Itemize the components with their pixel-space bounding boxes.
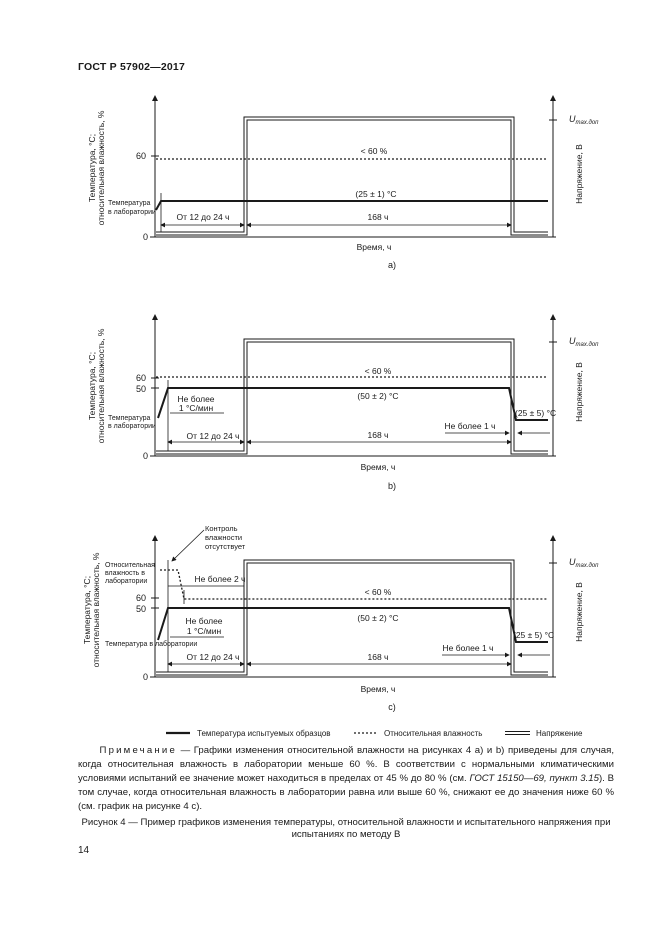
lab-temp-label-2: в лаборатории [108, 209, 156, 216]
document-header: ГОСТ Р 57902—2017 [78, 61, 186, 73]
temperature-value-label: (25 ± 1) °С [355, 189, 397, 199]
lab-rh-label-3: лаборатории [105, 578, 148, 585]
note-paragraph [78, 744, 614, 814]
lab-temp-label: Температура в лаборатории [105, 641, 198, 648]
y-axis-label-right: Напряжение, В [574, 144, 584, 204]
temperature-value-label: (50 ± 2) °С [357, 391, 399, 401]
cooling-time-label: Не более 1 ч [442, 643, 494, 653]
duration-short-label: От 12 до 24 ч [176, 212, 230, 222]
note-lead: Примечание [99, 745, 177, 756]
y-axis-label-right: Напряжение, В [574, 582, 584, 642]
figure-caption: Рисунок 4 — Пример графиков изменения температуры, относительной влажности и испытательного напряжения при испытаниях по методу В [81, 817, 611, 840]
note-text-2: ). В том случае, когда относительная влажность в лаборатории равна или выше 60 %, снижают ее до значения ниже 60 % (см. график на рисунке 4 с). [78, 773, 614, 812]
y-axis-label-left: Температура, °С; [87, 351, 97, 421]
tick-60: 60 [135, 151, 146, 161]
y-axis-label-left: Температура, °С; [87, 133, 97, 203]
cooling-time-label: Не более 1 ч [444, 421, 496, 431]
tick-60: 60 [135, 373, 146, 383]
umax-label: $U_{max.доп}$ [569, 114, 599, 126]
duration-long-label: 168 ч [367, 212, 389, 222]
tick-50: 50 [135, 604, 146, 614]
tick-50: 50 [135, 384, 146, 394]
temperature-value-label: (50 ± 2) °С [357, 613, 399, 623]
temperature-line [158, 388, 548, 420]
graph-b-label: b) [387, 481, 397, 491]
rh-time-label: Не более 2 ч [194, 574, 246, 584]
umax-label: $U_{max.доп}$ [569, 336, 599, 348]
no-humidity-control-label-3: отсутствует [205, 542, 246, 551]
rh-value-label: < 60 % [360, 146, 388, 156]
note-text-1: — Графики изменения относительной влажности на рисунках 4 а) и b) приведены для случая, когда относительная влажность в лаборатории меньше 60 %. В соответствии с нормальными климатическими условиями испытаний ее значение может находиться в пределах от 45 % до 80 % (см. [78, 745, 614, 784]
umax-label: $U_{max.доп}$ [569, 557, 599, 569]
rh-value-label: < 60 % [364, 587, 392, 597]
rate-label-2: 1 °С/мин [178, 403, 214, 413]
duration-short-label: От 12 до 24 ч [186, 652, 240, 662]
x-axis-label: Время, ч [360, 684, 396, 694]
graph-a-label: а) [387, 260, 397, 270]
duration-long-label: 168 ч [367, 652, 389, 662]
legend-rh-label: Относительная влажность [384, 729, 483, 738]
duration-long-label: 168 ч [367, 430, 389, 440]
no-humidity-control-label: Контроль [205, 524, 238, 533]
tick-0: 0 [142, 672, 148, 682]
y-axis-label-left-2: относительная влажность, % [96, 328, 106, 444]
rate-label: Не более [185, 616, 223, 626]
note-reference: ГОСТ 15150—69, пункт 3.15 [469, 773, 599, 784]
legend [166, 729, 583, 738]
y-axis-label-left: Температура, °С; [82, 575, 92, 645]
graph-b [87, 315, 599, 491]
legend-voltage-label: Напряжение [536, 729, 583, 738]
rate-label-2: 1 °С/мин [186, 626, 222, 636]
lab-temp-label: Температура [108, 415, 151, 422]
tick-0: 0 [142, 232, 148, 242]
tick-60: 60 [135, 593, 146, 603]
graph-c [82, 524, 599, 712]
x-axis-label: Время, ч [360, 462, 396, 472]
page-number: 14 [78, 845, 90, 856]
lab-temp-label-2: в лаборатории [108, 423, 156, 430]
lab-rh-label: Относительная [105, 562, 155, 569]
end-temperature-label: (25 ± 5) °С [515, 408, 557, 418]
y-axis-label-right: Напряжение, В [574, 362, 584, 422]
legend-temp-label: Температура испытуемых образцов [197, 729, 331, 738]
end-temperature-label: (25 ± 5) °С [513, 630, 555, 640]
y-axis-label-left-2: относительная влажность, % [96, 110, 106, 226]
graph-a [87, 96, 599, 270]
lab-rh-label-2: влажность в [105, 570, 145, 577]
tick-0: 0 [142, 451, 148, 461]
y-axis-label-left-2: относительная влажность, % [91, 552, 101, 668]
duration-short-label: От 12 до 24 ч [186, 431, 240, 441]
temperature-line [156, 201, 548, 210]
rate-label: Не более [177, 394, 215, 404]
no-humidity-control-label-2: влажности [205, 533, 243, 542]
rh-value-label: < 60 % [364, 366, 392, 376]
lab-temp-label: Температура [108, 200, 151, 207]
x-axis-label: Время, ч [356, 242, 392, 252]
graph-c-label: с) [388, 702, 396, 712]
